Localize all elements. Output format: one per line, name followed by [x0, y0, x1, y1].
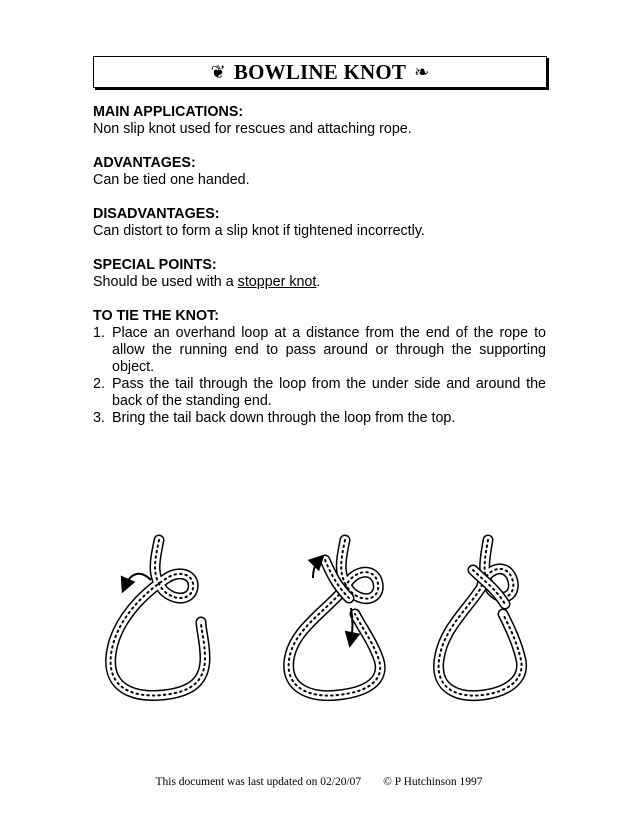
step-text: Pass the tail through the loop from the under side and around the back of the standing end. — [112, 376, 546, 409]
section-applications — [93, 104, 546, 138]
step-number: 1. — [93, 325, 105, 341]
title-box — [93, 56, 547, 88]
special-text-after: . — [316, 274, 321, 290]
section-advantages — [93, 155, 546, 189]
section-disadvantages — [93, 206, 546, 240]
step-number: 3. — [93, 410, 105, 426]
step-item — [93, 410, 546, 427]
step-text: Bring the tail back down through the loop from the top. — [112, 410, 456, 426]
section-tie-knot — [93, 308, 546, 427]
knot-step-1-illustration — [111, 540, 205, 696]
special-text-before: Should be used with a — [93, 274, 238, 290]
step-item — [93, 325, 546, 376]
applications-text: Non slip knot used for rescues and attaching rope. — [93, 121, 412, 137]
applications-heading: MAIN APPLICATIONS: — [93, 104, 244, 120]
advantages-heading: ADVANTAGES: — [93, 155, 196, 171]
knot-step-3-illustration — [439, 540, 522, 696]
page-title: BOWLINE KNOT — [233, 59, 407, 84]
advantages-text: Can be tied one handed. — [93, 172, 250, 188]
disadvantages-heading: DISADVANTAGES: — [93, 206, 220, 222]
section-special-points — [93, 257, 546, 291]
disadvantages-text: Can distort to form a slip knot if tightened incorrectly. — [93, 223, 425, 239]
step-text: Place an overhand loop at a distance from the end of the rope to allow the running end to pass around or through the supporting object. — [112, 325, 546, 375]
footer — [0, 776, 638, 788]
steps-list — [93, 325, 546, 427]
knot-illustrations — [93, 530, 553, 710]
knot-step-2-illustration — [289, 540, 381, 696]
special-text — [93, 274, 546, 291]
step-number: 2. — [93, 376, 105, 392]
content — [93, 104, 546, 444]
tie-heading: TO TIE THE KNOT: — [93, 308, 220, 324]
stopper-knot-link[interactable]: stopper knot — [237, 274, 317, 290]
special-heading: SPECIAL POINTS: — [93, 257, 217, 273]
footer-updated: This document was last updated on 02/20/07 — [155, 776, 362, 788]
left-ornament-icon: ❦ — [210, 61, 226, 82]
knot-diagram-svg — [93, 530, 553, 710]
footer-copyright: © P Hutchinson 1997 — [383, 776, 483, 788]
right-ornament-icon: ❧ — [414, 61, 430, 82]
step-item — [93, 376, 546, 410]
